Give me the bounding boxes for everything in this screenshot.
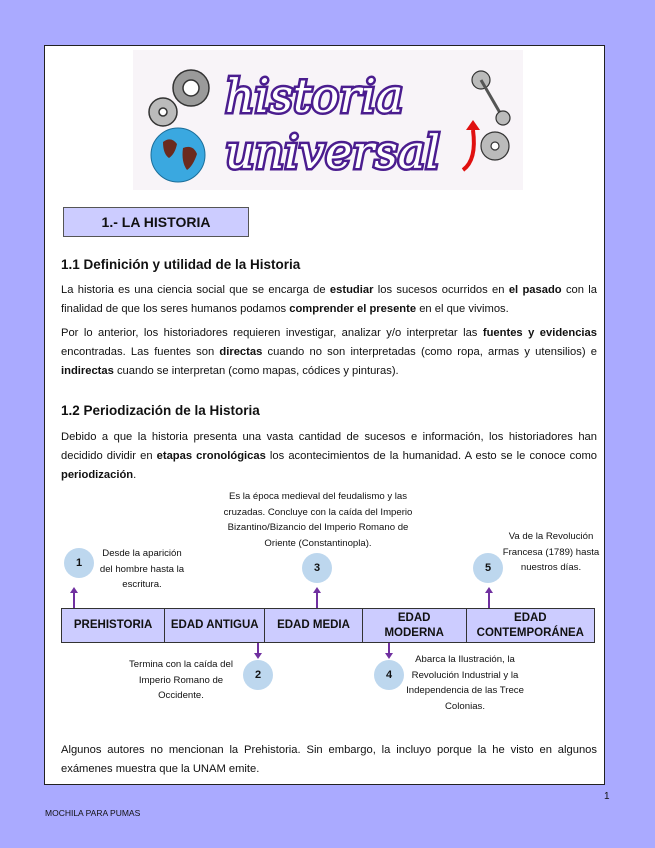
banner-line2: universal: [225, 125, 440, 179]
marker-note-4: Abarca la Ilustración, la Revolución Industrial y la Independencia de las Trece Colonias.: [406, 654, 524, 712]
period-edad-moderna: EDAD MODERNA: [363, 609, 467, 642]
subsection-heading-periodization: 1.2 Periodización de la Historia: [61, 403, 260, 418]
marker-note-5: Va de la Revolución Francesa (1789) hasta nuestros días.: [502, 531, 600, 573]
subsection-heading-definition: 1.1 Definición y utilidad de la Historia: [61, 257, 301, 272]
period-edad-antigua: EDAD ANTIGUA: [165, 609, 265, 642]
red-arrow-icon: [463, 130, 474, 170]
banner-line1: historia: [225, 69, 404, 123]
document-page: [44, 45, 605, 785]
marker-note-2: Termina con la caída del Imperio Romano de Occidente.: [129, 659, 233, 701]
arrow-down-icon: [388, 643, 390, 655]
footer-text: MOCHILA PARA PUMAS: [45, 808, 141, 818]
period-prehistoria: PREHISTORIA: [62, 609, 165, 642]
period-edad-contemporanea: EDAD CONTEMPORÁNEA: [476, 611, 584, 639]
marker-circle-1: 1: [64, 548, 94, 578]
page-number: 1: [604, 791, 610, 802]
marker-note-3: Es la época medieval del feudalismo y las cruzadas. Concluye con la caída del Imperio Bizantino/Bizancio del Imperio Romano de Oriente (Constantinopla).: [223, 491, 413, 549]
globe-icon: [151, 128, 205, 182]
marker-circle-2: 2: [243, 660, 273, 690]
arrow-up-icon: [488, 591, 490, 608]
periodization-timeline: [61, 608, 595, 643]
arrow-up-icon: [316, 591, 318, 608]
arrow-up-icon: [73, 591, 75, 608]
periodization-paragraph: Debido a que la historia presenta una vasta cantidad de sucesos e información, los historiadores han decidido dividir en etapas cronológicas los acontecimientos de la humanidad. A esto se le conoce como periodización.: [61, 431, 598, 481]
marker-note-1: Desde la aparición del hombre hasta la escritura.: [99, 548, 185, 590]
arrow-down-icon: [257, 643, 259, 655]
period-edad-media: EDAD MEDIA: [265, 609, 362, 642]
section-title: 1.- LA HISTORIA: [63, 207, 249, 237]
marker-circle-5: 5: [473, 553, 503, 583]
gear-icon: [149, 70, 209, 126]
historia-universal-illustration: [133, 50, 523, 190]
banner-image: [133, 50, 523, 190]
closing-paragraph: Algunos autores no mencionan la Prehistoria. Sin embargo, la incluyo porque la he visto en algunos exámenes muestra que la UNAM emite.: [61, 744, 597, 775]
sources-paragraph: Por lo anterior, los historiadores requieren investigar, analizar y/o interpretar las fuentes y evidencias encontradas. Las fuentes son directas cuando no son interpretadas (como ropa, armas y utensilios) e indirectas cuando se interpretan (como mapas, códices y pinturas).: [61, 327, 598, 377]
marker-circle-4: 4: [374, 660, 404, 690]
gear-icon: [472, 71, 510, 160]
marker-circle-3: 3: [302, 553, 332, 583]
definition-paragraph: La historia es una ciencia social que se encarga de estudiar los sucesos ocurridos en el pasado con la finalidad de que los seres humanos podamos comprender el presente en el que vivimos.: [61, 284, 597, 315]
